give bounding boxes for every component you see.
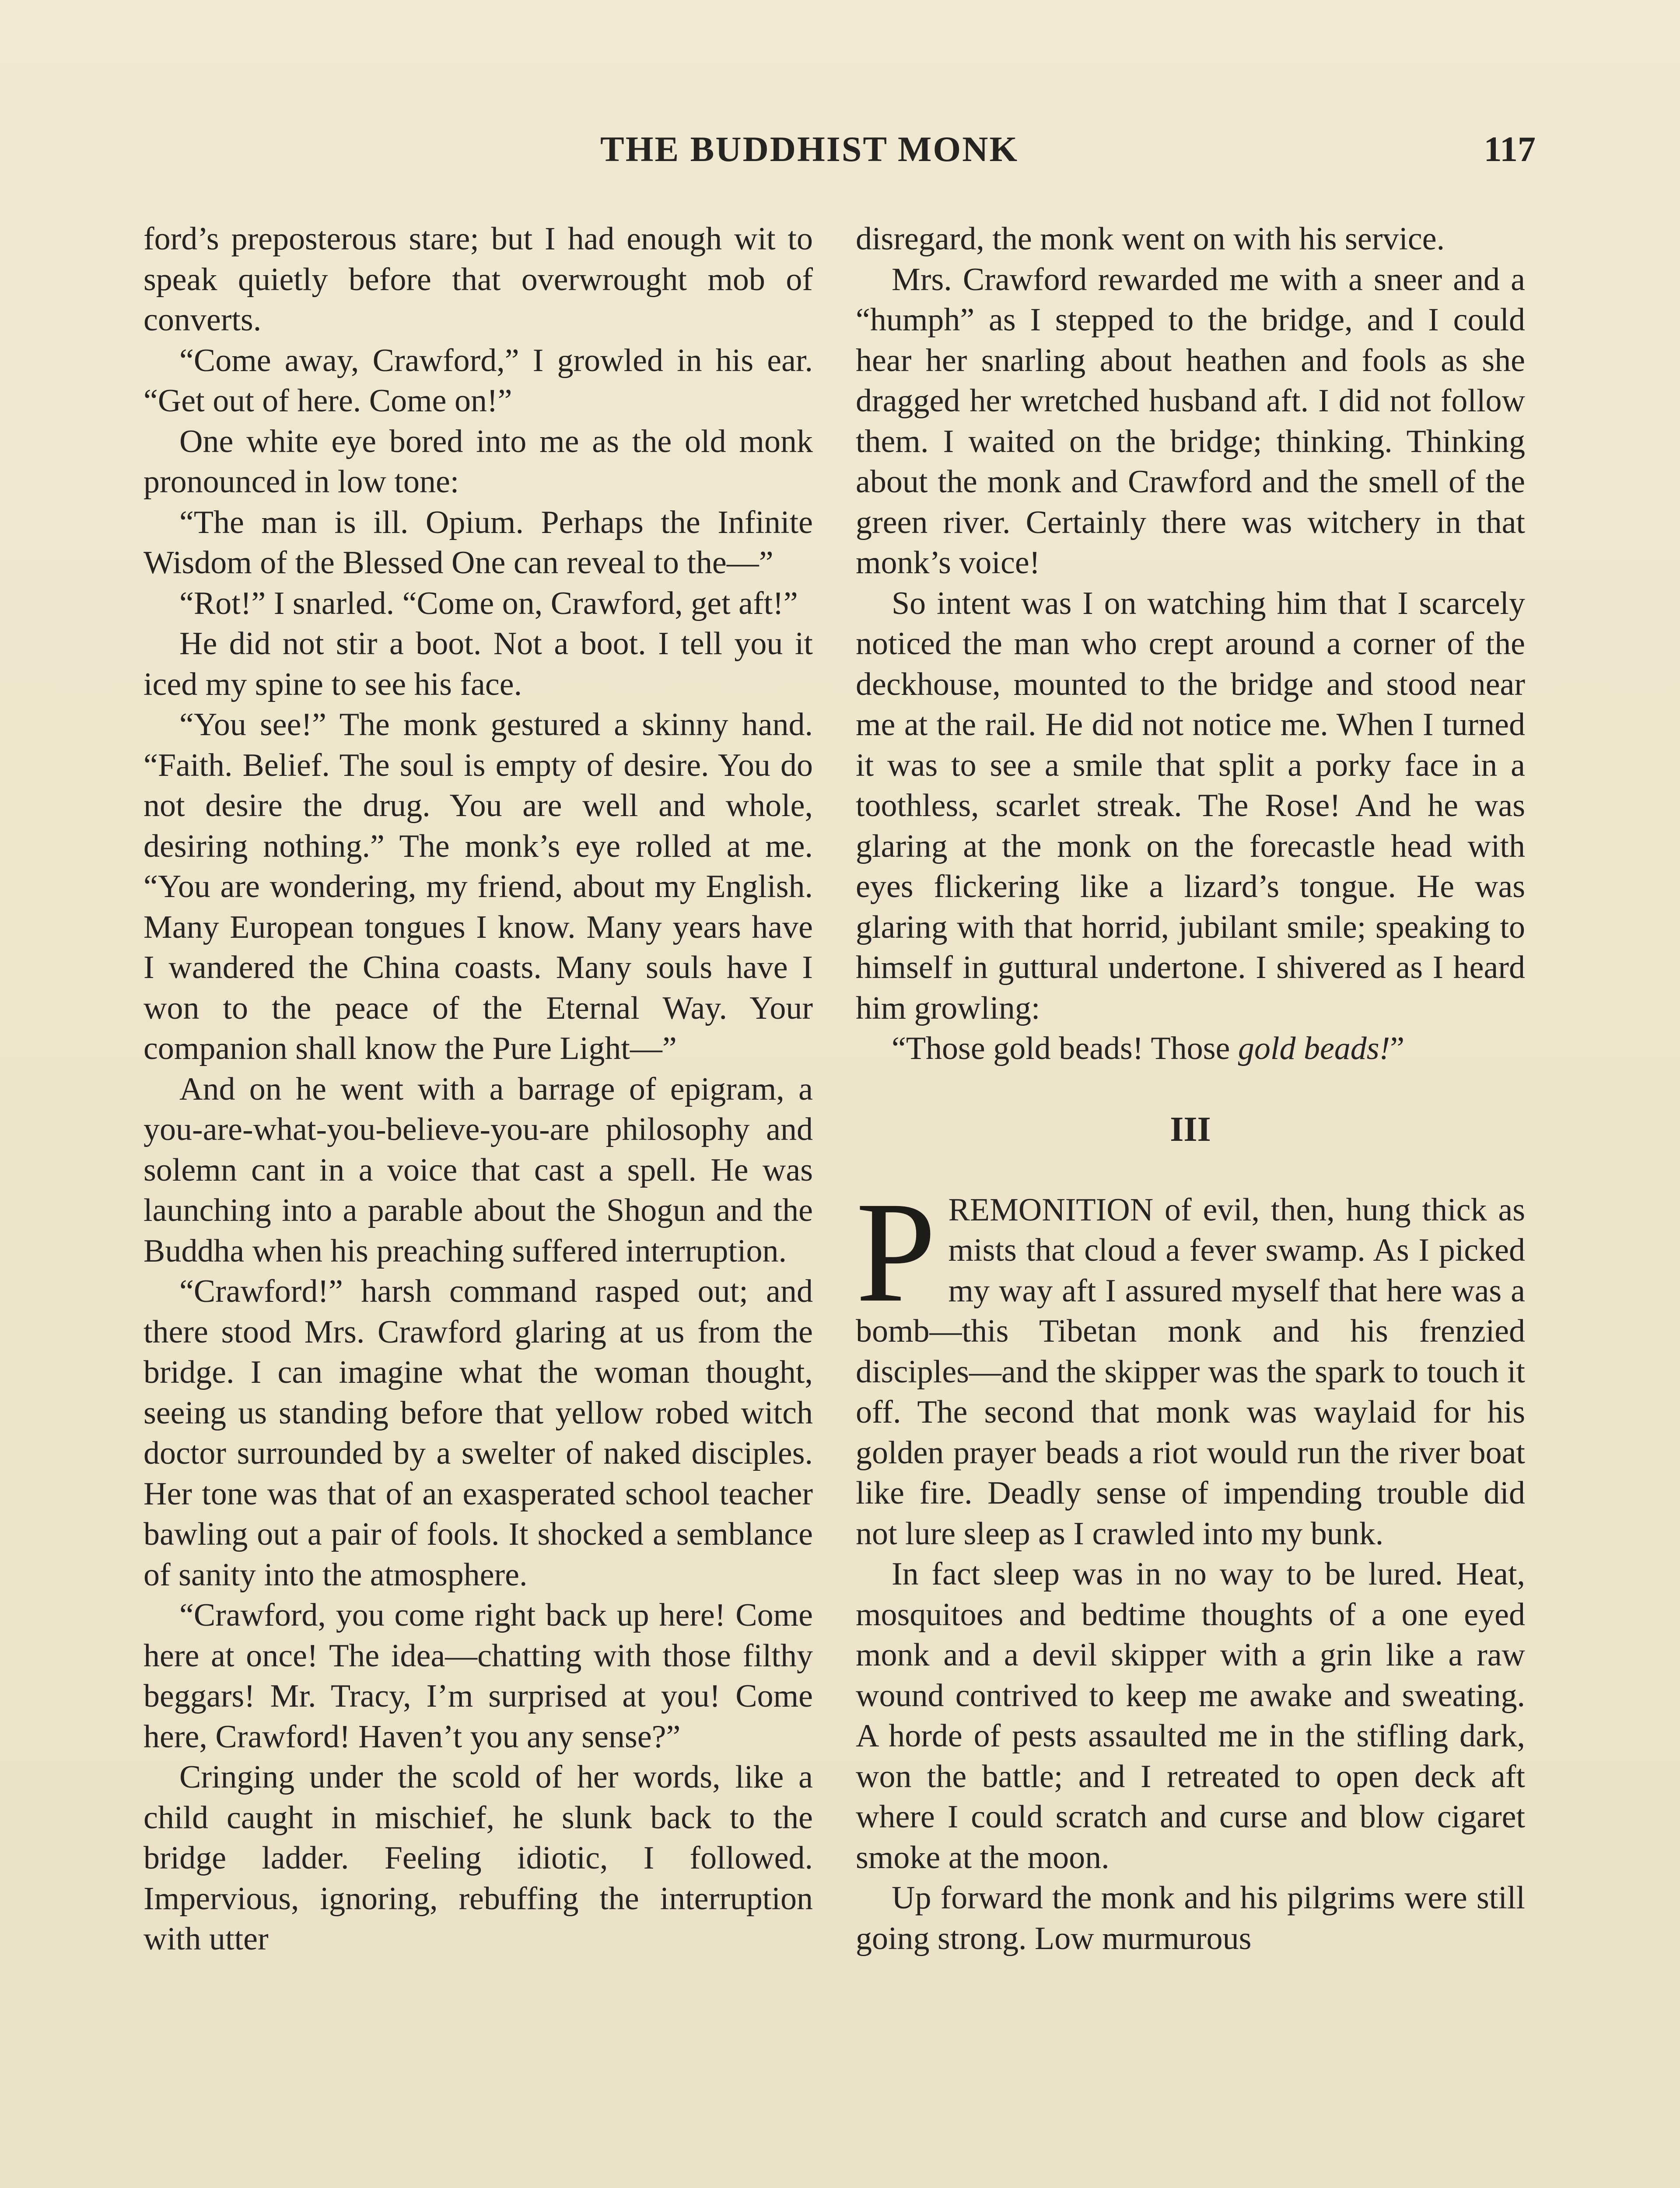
paragraph: He did not stir a boot. Not a boot. I tell you it iced my spine to see his face. [144, 626, 813, 702]
paragraph: So intent was I on watching him that I scarcely noticed the man who crept around a corner of the deckhouse, mounted to the bridge and stood near me at the rail. He did not notice me. When I turned it was to see a smile that split a porky face in a toothless, scarlet streak. The Rose! And he was glaring at the monk on the forecastle head with eyes flickering like a lizard’s tongue. He was glaring with that horrid, jubilant smile; speaking to himself in guttural undertone. I shivered as I heard him growling: [856, 585, 1525, 1026]
paragraph: “Come away, Crawford,” I growled in his ear. “Get out of here. Come on!” [144, 342, 813, 419]
paragraph: “Crawford, you come right back up here! Come here at once! The idea—chatting with those filthy beggars! Mr. Tracy, I’m surprised at you! Come here, Crawford! Haven’t you any sense?” [144, 1597, 813, 1755]
paragraph: And on he went with a barrage of epigram, a you-are-what-you-believe-you-are philosophy and solemn cant in a voice that cast a spell. He was launching into a parable about the Shogun and the Buddha when his preaching suffered interruption. [144, 1071, 813, 1269]
drop-cap: P [856, 1172, 936, 1332]
section-heading: III [1170, 1110, 1211, 1149]
paragraph: One white eye bored into me as the old monk pronounced in low tone: [144, 423, 813, 500]
quote-close: ” [1390, 1031, 1405, 1066]
left-column [144, 219, 813, 1960]
paragraph: In fact sleep was in no way to be lured. Heat, mosquitoes and bedtime thoughts of a one eyed monk and a devil skipper with a grin like a raw wound contrived to keep me awake and sweating. A horde of pests assaulted me in the stifling dark, won the battle; and I retreated to open deck aft where I could scratch and curse and blow cigaret smoke at the moon. [856, 1556, 1525, 1876]
paragraph: Cringing under the scold of her words, like a child caught in mischief, he slunk back to the bridge ladder. Feeling idiotic, I followed. Impervious, ignoring, rebuffing the interruption with utter [144, 1759, 813, 1957]
paragraph: ford’s preposterous stare; but I had enough wit to speak quietly before that overwrought mob of converts. [144, 221, 813, 338]
paragraph: “The man is ill. Opium. Perhaps the Infinite Wisdom of the Blessed One can reveal to the—” [144, 504, 813, 581]
paragraph: disregard, the monk went on with his service. [856, 221, 1445, 257]
quote-emphasis: gold beads! [1238, 1031, 1390, 1066]
paragraph: Up forward the monk and his pilgrims were still going strong. Low murmurous [856, 1880, 1525, 1957]
quote-text: “Those gold beads! Those [892, 1031, 1238, 1066]
paragraph-text: REMONITION of evil, then, hung thick as mists that cloud a fever swamp. As I picked my way aft I assured myself that here was a bomb—this Tibetan monk and his frenzied disciples—and the skipper was the spark to touch it off. The second that monk was waylaid for his golden prayer beads a riot would run the river boat like fire. Deadly sense of impending trouble did not lure sleep as I crawled into my bunk. [856, 1192, 1525, 1552]
quote-paragraph [856, 1028, 1525, 1069]
running-head-title: THE BUDDHIST MONK [600, 129, 1019, 169]
section-first-paragraph [856, 1172, 1525, 1554]
paragraph: “Crawford!” harsh command rasped out; and there stood Mrs. Crawford glaring at us from the bridge. I can imagine what the woman thought, seeing us standing before that yellow robed witch doctor surrounded by a swelter of naked disciples. Her tone was that of an exasperated school teacher bawling out a pair of fools. It shocked a semblance of sanity into the atmosphere. [144, 1273, 813, 1593]
paragraph: “Rot!” I snarled. “Come on, Crawford, get aft!” [179, 585, 798, 621]
page-number: 117 [1484, 129, 1536, 169]
paragraph: “You see!” The monk gestured a skinny hand. “Faith. Belief. The soul is empty of desire. You do not desire the drug. You are well and whole, desiring nothing.” The monk’s eye rolled at me. “You are wondering, my friend, about my English. Many European tongues I know. Many years have I wandered the China coasts. Many souls have I won to the peace of the Eternal Way. Your companion shall know the Pure Light—” [144, 707, 813, 1066]
paragraph: Mrs. Crawford rewarded me with a sneer and a “humph” as I stepped to the bridge, and I could hear her snarling about heathen and fools as she dragged her wretched husband aft. I did not follow them. I waited on the bridge; thinking. Thinking about the monk and Crawford and the smell of the green river. Certainly there was witchery in that monk’s voice! [856, 261, 1525, 581]
right-column [856, 219, 1525, 1959]
